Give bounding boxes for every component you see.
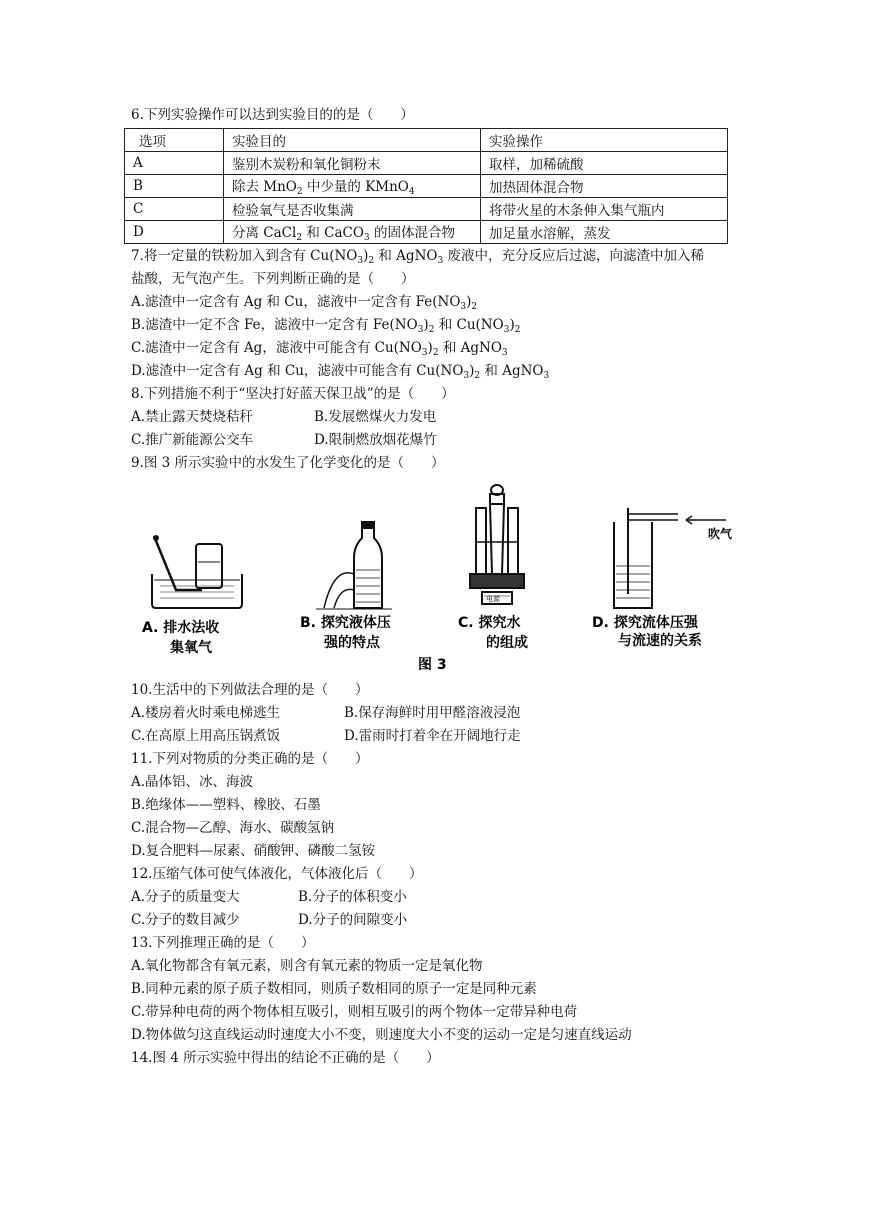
subscript: 3	[417, 325, 424, 335]
row-option: C	[125, 198, 224, 221]
text-part: 分离 CaCl	[232, 225, 297, 241]
row-goal	[224, 221, 481, 244]
caption-b-line1: B. 探究液体压	[300, 615, 391, 631]
row-operation: 加热固体混合物	[481, 175, 728, 198]
text-part: 和 AgNO	[438, 340, 502, 356]
row-option: A	[125, 152, 224, 175]
row-option: B	[125, 175, 224, 198]
text-part: 的固体混合物	[369, 225, 455, 241]
q7-option-a	[131, 293, 477, 316]
q7-option-c	[131, 339, 508, 362]
subscript: 2	[296, 187, 303, 197]
q8-option-b: B.发展燃煤火力发电	[314, 409, 437, 425]
q11-option-b: B.绝缘体——塑料、橡胶、石墨	[131, 797, 321, 813]
q12-option-a: A.分子的质量变大	[131, 889, 240, 905]
blow-label: 吹气	[708, 527, 733, 541]
q10-option-d: D.雷雨时打着伞在开阔地行走	[344, 728, 521, 744]
row-goal: 鉴别木炭粉和氧化铜粉末	[224, 152, 481, 175]
subscript: 3	[437, 256, 444, 266]
subscript: 2	[296, 233, 303, 243]
text-part: C.滤渣中一定含有 Ag，滤液中可能含有 Cu(NO	[131, 340, 422, 356]
q10-stem: 10.生活中的下列做法合理的是（ ）	[131, 682, 369, 698]
subscript: 3	[363, 233, 370, 243]
q8-stem: 8.下列措施不利于“坚决打好蓝天保卫战”的是（ ）	[131, 386, 455, 402]
q12-stem: 12.压缩气体可使气体液化，气体液化后（ ）	[131, 866, 423, 882]
text-part: 和 Cu(NO	[434, 317, 504, 333]
subscript: 3	[421, 348, 428, 358]
q10-option-c: C.在高原上用高压锅煮饭	[131, 728, 281, 744]
q14-stem: 14.图 4 所示实验中得出的结论不正确的是（ ）	[131, 1050, 440, 1066]
subscript: 2	[432, 348, 439, 358]
row-operation: 将带火星的木条伸入集气瓶内	[481, 198, 728, 221]
caption-a-line2: 集氧气	[170, 640, 212, 656]
table-row	[125, 152, 728, 175]
header-goal: 实验目的	[224, 129, 481, 152]
q7-option-b	[131, 316, 520, 339]
q10-option-b: B.保存海鲜时用甲醛溶液浸泡	[344, 705, 521, 721]
caption-d-line1: D. 探究流体压强	[592, 615, 698, 631]
q8-option-c: C.推广新能源公交车	[131, 432, 254, 448]
q10-option-a: A.楼房着火时乘电梯逃生	[131, 705, 281, 721]
text-part: 除去 MnO	[232, 179, 297, 195]
figure-caption: 图 3	[418, 657, 447, 672]
q8-option-d: D.限制燃放烟花爆竹	[314, 432, 437, 448]
caption-a-line1: A. 排水法收	[142, 620, 220, 636]
row-option: D	[125, 221, 224, 244]
subscript: 2	[474, 371, 481, 381]
text-part: )	[466, 294, 472, 310]
table-header-row	[125, 129, 728, 152]
subscript: 3	[357, 256, 364, 266]
subscript: 2	[368, 256, 375, 266]
figure-3	[130, 482, 750, 672]
row-goal	[224, 175, 481, 198]
text-part: D.滤渣中一定含有 Ag 和 Cu，滤液中可能含有 Cu(NO	[131, 363, 464, 379]
q7-option-d	[131, 362, 549, 385]
subscript: 2	[514, 325, 521, 335]
subscript: 4	[408, 187, 415, 197]
q9-stem: 9.图 3 所示实验中的水发生了化学变化的是（ ）	[131, 455, 445, 471]
q12-option-c: C.分子的数目减少	[131, 912, 240, 928]
subscript: 3	[460, 302, 467, 312]
q7-stem-line1	[131, 247, 704, 270]
header-option: 选项	[125, 129, 224, 152]
text-part: 废液中，充分反应后过滤，向滤渣中加入稀	[443, 248, 704, 264]
q13-option-a: A.氧化物都含有氧元素，则含有氧元素的物质一定是氧化物	[131, 958, 483, 974]
q11-option-c: C.混合物—乙醇、海水、碳酸氢钠	[131, 820, 335, 836]
row-goal: 检验氧气是否收集满	[224, 198, 481, 221]
q11-stem: 11.下列对物质的分类正确的是（ ）	[131, 751, 369, 767]
subscript: 2	[428, 325, 435, 335]
q6-stem: 6.下列实验操作可以达到实验目的的是（ ）	[131, 107, 414, 123]
caption-d-line2: 与流速的关系	[618, 633, 702, 649]
caption-b-line2: 强的特点	[324, 635, 380, 651]
text-part: )	[469, 363, 475, 379]
q13-option-d: D.物体做匀这直线运动时速度大小不变，则速度大小不变的运动一定是匀速直线运动	[131, 1027, 632, 1043]
apparatus-a	[152, 536, 242, 608]
text-part: 中少量的 KMnO	[302, 179, 409, 195]
subscript: 3	[463, 371, 470, 381]
q8-option-a: A.禁止露天焚烧秸秆	[131, 409, 254, 425]
table-row	[125, 198, 728, 221]
subscript: 3	[543, 371, 550, 381]
table-row	[125, 221, 728, 244]
row-operation: 加足量水溶解，蒸发	[481, 221, 728, 244]
text-part: )	[509, 317, 515, 333]
caption-c-line2: 的组成	[486, 635, 528, 651]
q13-option-b: B.同种元素的原子质子数相同，则质子数相同的原子一定是同种元素	[131, 981, 537, 997]
text-part: )	[423, 317, 429, 333]
row-operation: 取样，加稀硫酸	[481, 152, 728, 175]
apparatus-d	[614, 508, 726, 608]
text-part: 7.将一定量的铁粉加入到含有 Cu(NO	[131, 248, 358, 264]
text-part: 和 AgNO	[374, 248, 438, 264]
text-part: 和 AgNO	[480, 363, 544, 379]
power-label: 电源	[486, 595, 500, 603]
text-part: )	[363, 248, 369, 264]
q6-options-table	[124, 128, 728, 244]
text-part: )	[427, 340, 433, 356]
text-part: 和 CaCO	[302, 225, 364, 241]
subscript: 3	[501, 348, 508, 358]
q12-option-b: B.分子的体积变小	[298, 889, 407, 905]
caption-c-line1: C. 探究水	[458, 615, 521, 631]
text-part: B.滤渣中一定不含 Fe，滤液中一定含有 Fe(NO	[131, 317, 418, 333]
subscript: 3	[503, 325, 510, 335]
text-part: A.滤渣中一定含有 Ag 和 Cu，滤液中一定含有 Fe(NO	[131, 294, 461, 310]
q11-option-d: D.复合肥料—尿素、硝酸钾、磷酸二氢铵	[131, 843, 376, 859]
q12-option-d: D.分子的间隙变小	[298, 912, 408, 928]
q13-option-c: C.带异种电荷的两个物体相互吸引，则相互吸引的两个物体一定带异种电荷	[131, 1004, 578, 1020]
table-row	[125, 175, 728, 198]
q13-stem: 13.下列推理正确的是（ ）	[131, 935, 315, 951]
subscript: 2	[471, 302, 478, 312]
apparatus-c	[470, 485, 524, 604]
q7-stem-line2: 盐酸，无气泡产生。下列判断正确的是（ ）	[131, 271, 415, 287]
apparatus-b	[316, 522, 392, 609]
header-operation: 实验操作	[481, 129, 728, 152]
q11-option-a: A.晶体铝、冰、海波	[131, 774, 254, 790]
